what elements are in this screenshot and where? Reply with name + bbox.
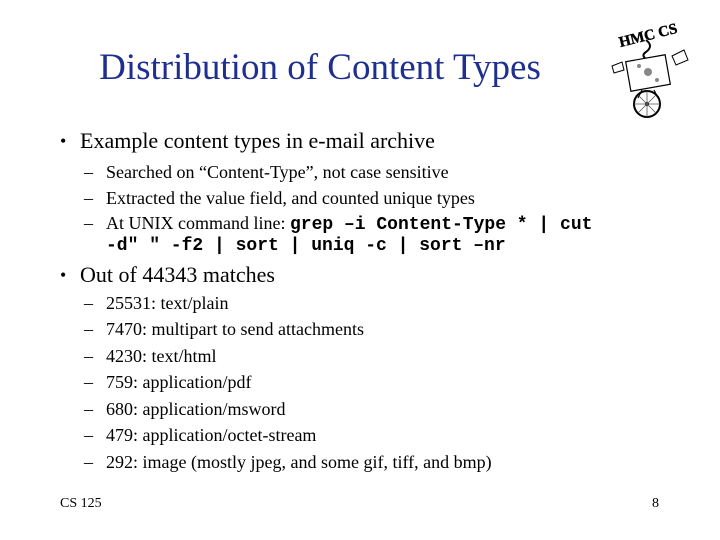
sub-bullet-text: 479: application/octet-stream [106, 425, 317, 445]
bullet-marker: • [60, 131, 67, 151]
sub-bullet-text: 25531: text/plain [106, 293, 229, 313]
dash-marker: – [84, 372, 93, 392]
dash-marker: – [84, 399, 93, 419]
hmc-cs-logo-icon [598, 14, 698, 120]
sub-bullet-text: Searched on “Content-Type”, not case sensitive [106, 162, 449, 182]
sub-bullet-text: 7470: multipart to send attachments [106, 319, 364, 339]
dash-marker: – [84, 293, 93, 313]
dash-marker: – [84, 188, 93, 208]
unix-command: grep –i Content-Type * | cut [289, 215, 593, 235]
dash-marker: – [84, 162, 93, 182]
sub-bullet-text: 4230: text/html [106, 346, 217, 366]
dash-marker: – [84, 346, 93, 366]
unix-command: -d" " -f2 | sort | uniq -c | sort –nr [106, 236, 506, 256]
sub-bullet-text: 680: application/msword [106, 399, 286, 419]
dash-marker: – [84, 452, 93, 472]
bullet-marker: • [60, 265, 67, 285]
slide-title: Distribution of Content Types [99, 47, 541, 88]
dash-marker: – [84, 213, 93, 233]
sub-bullet-text: Extracted the value field, and counted unique types [106, 188, 475, 208]
sub-bullet-text: 292: image (mostly jpeg, and some gif, tiff, and bmp) [106, 452, 492, 472]
bullet-text: Out of 44343 matches [80, 262, 275, 287]
footer-page-number: 8 [652, 496, 659, 511]
logo-text: HMC CS [617, 21, 680, 51]
footer-course: CS 125 [60, 496, 102, 511]
sub-bullet-text [106, 213, 592, 235]
dash-marker: – [84, 425, 93, 445]
bullet-text: Example content types in e-mail archive [80, 128, 435, 153]
dash-marker: – [84, 319, 93, 339]
command-prefix: At UNIX command line: [106, 213, 290, 233]
sub-bullet-text: 759: application/pdf [106, 372, 252, 392]
